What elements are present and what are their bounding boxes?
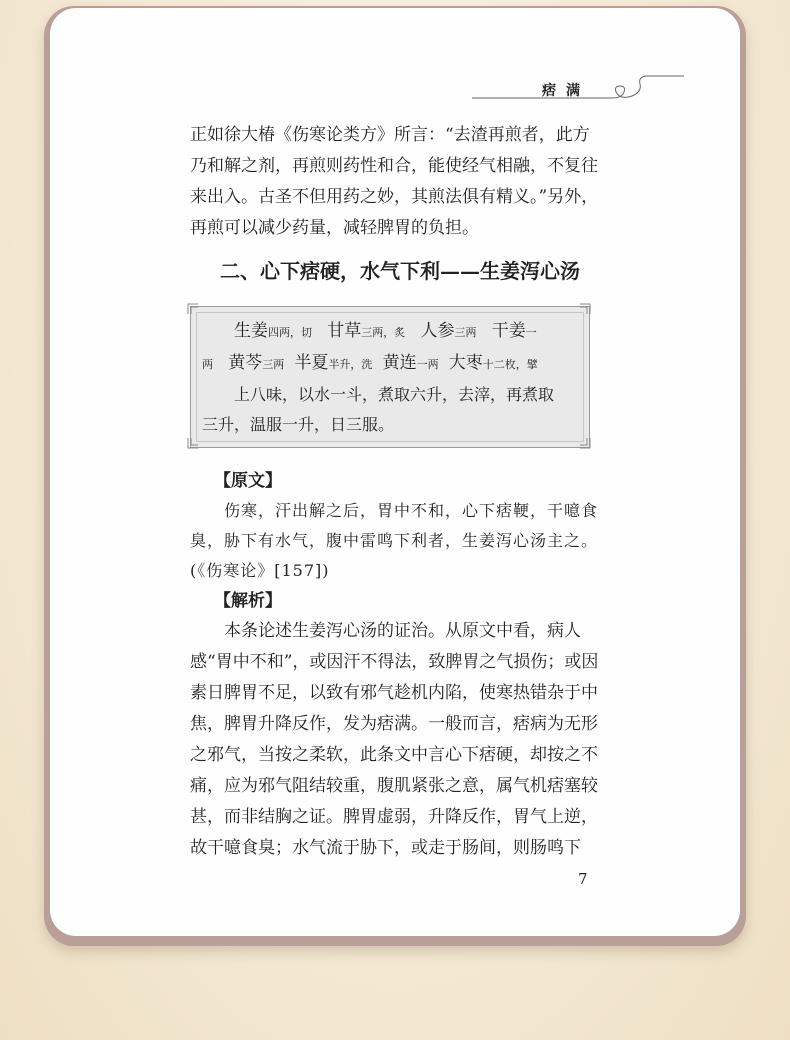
intro-paragraph: 正如徐大椿《伤寒论类方》所言：“去渣再煎者，此方乃和解之剂，再煎则药性和合，能使经气相融，不复往来出入。古圣不但用药之妙，其煎法俱有精义。”另外，再煎可以减少药量，减轻脾胃的负担。 [190, 125, 599, 238]
formula-instructions-line2: 三升，温服一升，日三服。 [202, 415, 395, 434]
corner-ornament-icon [578, 302, 592, 316]
herb-dose: 半升，洗 [328, 358, 373, 371]
yuanwen-heading: 【原文】 [214, 471, 282, 491]
running-title: 痞满 [542, 83, 590, 99]
corner-ornament-icon [186, 302, 200, 316]
formula-instructions-line1: 上八味，以水一斗，煮取六升，去滓，再煮取 [234, 385, 555, 404]
herb-dose: 一 [525, 326, 537, 339]
section-title: 二、心下痞硬，水气下利——生姜泻心汤 [220, 259, 580, 283]
herb-name: 人参 [420, 321, 455, 341]
yuanwen-citation: (《伤寒论》[157]) [190, 561, 330, 580]
page-number: 7 [578, 870, 588, 888]
herb-dose: 三两 [454, 326, 477, 339]
herb-dose: 十二枚，擘 [482, 358, 538, 371]
herb-name: 半夏 [294, 353, 329, 373]
herb-dose: 四两，切 [268, 326, 312, 339]
herb-dose: 三两 [262, 358, 285, 371]
herb-name: 黄连 [382, 353, 417, 373]
herb-name: 甘草 [327, 321, 362, 341]
formula-text [202, 316, 578, 440]
yuanwen-text: 伤寒，汗出解之后，胃中不和，心下痞鞕，干噫食臭，胁下有水气，腹中雷鸣下利者，生姜泻心汤主之。 [190, 501, 599, 550]
formula-herbs-line1 [202, 316, 578, 348]
herb-name: 大枣 [448, 353, 483, 373]
jiexi-text: 本条论述生姜泻心汤的证治。从原文中看，病人感“胃中不和”，或因汗不得法，致脾胃之气损伤；或因素日脾胃不足，以致有邪气趁机内陷，使寒热错杂于中焦，脾胃升降反作，发为痞满。一般而言，痞病为无形之邪气，当按之柔软，此条文中言心下痞硬，却按之不痛，应为邪气阻结较重，腹肌紧张之意，属气机痞塞较甚，而非结胸之证。脾胃虚弱，升降反作，胃气上逆，故干噫食臭；水气流于胁下，或走于肠间，则肠鸣下 [190, 621, 599, 858]
jiexi-heading: 【解析】 [214, 591, 282, 611]
herb-dose: 两 [202, 358, 213, 371]
herb-name: 生姜 [234, 321, 268, 341]
formula-herbs-line2 [202, 348, 578, 380]
herb-name: 干姜 [491, 321, 526, 341]
herb-dose: 一两 [416, 358, 439, 371]
yuanwen-block [190, 496, 600, 586]
herb-dose: 三两，炙 [361, 326, 406, 339]
corner-ornament-icon [578, 436, 592, 450]
corner-ornament-icon [186, 436, 200, 450]
herb-name: 黄芩 [228, 353, 263, 373]
